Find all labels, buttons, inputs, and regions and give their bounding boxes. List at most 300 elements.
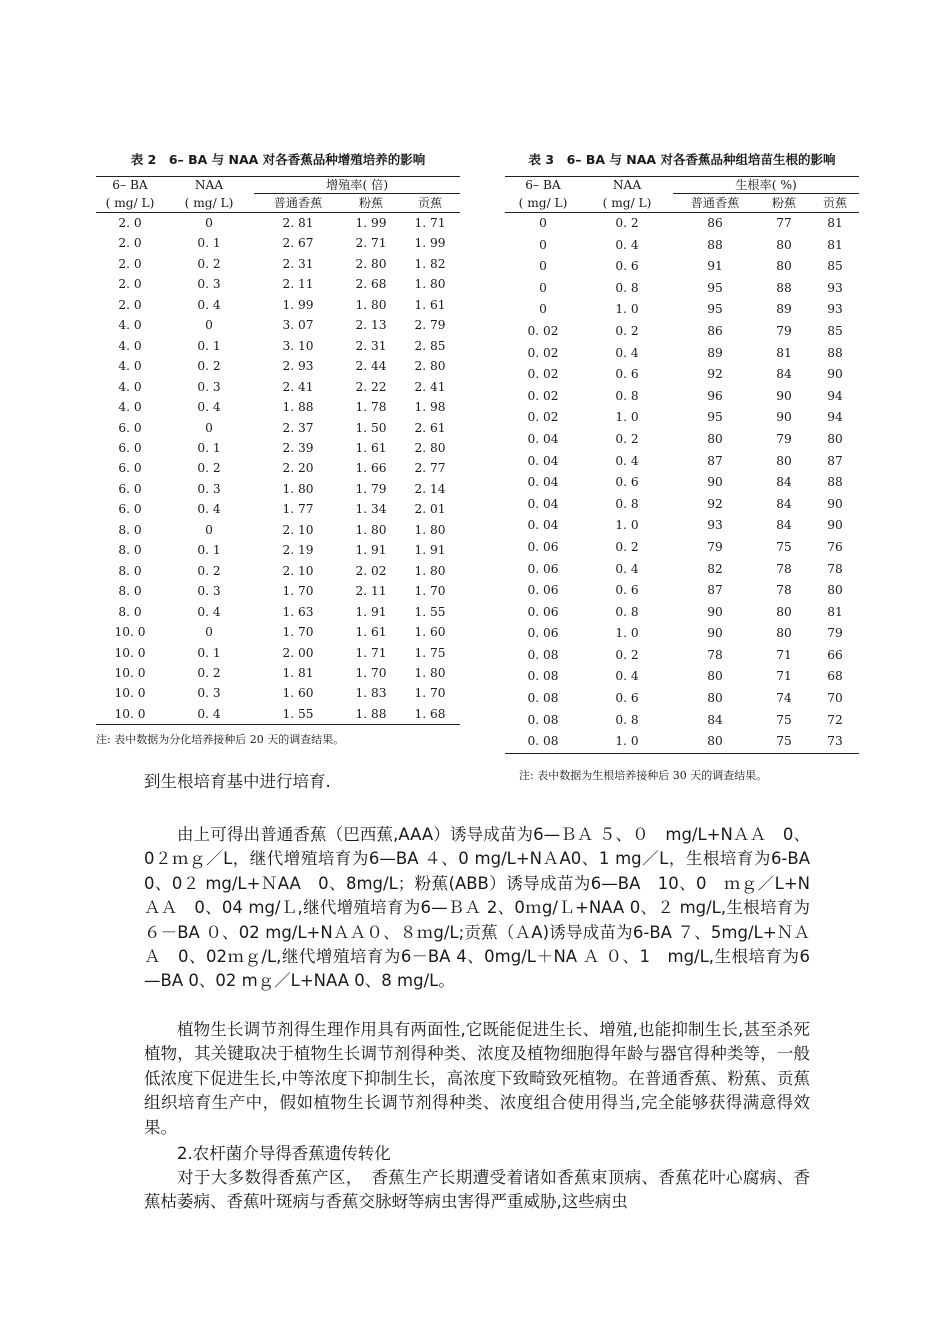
table-cell: 0. 4	[615, 237, 639, 252]
table-cell: 1. 80	[282, 481, 314, 496]
table-cell: 2. 79	[414, 318, 446, 333]
table-cell: 10. 0	[114, 686, 146, 701]
table-cell: 93	[827, 302, 843, 317]
table-cell: 0. 02	[527, 367, 559, 382]
t3-header-sub-gongjiao: 贡蕉	[822, 196, 848, 210]
table-cell: 84	[776, 496, 792, 511]
table-row	[505, 299, 859, 321]
table-cell: 0. 08	[527, 669, 559, 684]
table-cell: 2. 0	[118, 256, 142, 271]
t2-header-naa: NAA	[194, 178, 224, 193]
table-cell: 0. 8	[615, 496, 639, 511]
table-cell: 1. 61	[414, 297, 446, 312]
table-cell: 4. 0	[118, 318, 142, 333]
table-row	[505, 580, 859, 602]
table-cell: 4. 0	[118, 359, 142, 374]
table-cell: 68	[827, 669, 843, 684]
table-row	[96, 683, 460, 703]
table-cell: 4. 0	[118, 379, 142, 394]
table-cell: 2. 10	[282, 522, 314, 537]
table-cell: 0. 3	[197, 481, 221, 496]
table-cell: 81	[827, 604, 843, 619]
table-cell: 87	[827, 453, 843, 468]
table-cell: 0. 4	[197, 400, 221, 415]
table-row	[96, 213, 460, 234]
table-row	[96, 438, 460, 458]
table-cell: 1. 80	[414, 665, 446, 680]
table-cell: 1. 99	[282, 297, 314, 312]
table-row	[505, 559, 859, 581]
table-cell: 6. 0	[118, 461, 142, 476]
table-row	[96, 254, 460, 274]
table-cell: 0. 6	[615, 367, 639, 382]
table-cell: 10. 0	[114, 625, 146, 640]
t2-header-sub-gongjiao: 贡蕉	[417, 196, 443, 210]
table-cell: 2. 85	[414, 338, 446, 353]
table-cell: 0. 8	[615, 388, 639, 403]
table-cell: 6. 0	[118, 481, 142, 496]
table-cell: 6. 0	[118, 440, 142, 455]
table-cell: 2. 22	[355, 379, 387, 394]
table-cell: 1. 0	[615, 734, 639, 749]
table-cell: 2. 67	[282, 236, 314, 251]
table-cell: 88	[776, 280, 792, 295]
table-cell: 90	[776, 410, 792, 425]
t3-header-6ba: 6– BA	[525, 178, 561, 193]
table-cell: 86	[707, 323, 723, 338]
table-row	[96, 295, 460, 315]
table-cell: 0. 02	[527, 410, 559, 425]
table-cell: 1. 70	[355, 665, 387, 680]
table-cell: 81	[827, 216, 843, 230]
table-cell: 1. 99	[414, 236, 446, 251]
table-cell: 1. 0	[615, 626, 639, 641]
table-cell: 0. 04	[527, 431, 559, 446]
table-cell: 80	[827, 583, 843, 598]
table-cell: 78	[776, 583, 792, 598]
table-cell: 75	[776, 712, 792, 727]
table-row	[96, 356, 460, 376]
table-cell: 0. 2	[197, 256, 221, 271]
t3-header-group: 生根率( %)	[673, 177, 859, 194]
table-cell: 87	[707, 453, 723, 468]
table-cell: 0. 3	[197, 584, 221, 599]
table-cell: 72	[827, 712, 843, 727]
table-cell: 1. 63	[282, 604, 314, 619]
table-cell: 4. 0	[118, 338, 142, 353]
table-row	[505, 451, 859, 473]
table-cell: 2. 93	[282, 359, 314, 374]
table-row	[505, 602, 859, 624]
table-cell: 80	[776, 626, 792, 641]
table-cell: 1. 77	[282, 502, 314, 517]
table-3-note: 注: 表中数据为生根培养接种后 30 天的调查结果。	[519, 768, 768, 782]
table-3-body	[505, 213, 859, 754]
table-cell: 0. 3	[197, 277, 221, 292]
table-cell: 2. 80	[414, 359, 446, 374]
table-cell: 90	[707, 626, 723, 641]
table-cell: 1. 0	[615, 410, 639, 425]
table-cell: 0. 02	[527, 323, 559, 338]
table-cell: 0. 2	[615, 216, 639, 230]
table-row	[96, 704, 460, 725]
table-cell: 3. 10	[282, 338, 314, 353]
t2-header-6ba-unit: ( mg/ L)	[105, 195, 155, 210]
table-cell: 1. 79	[355, 481, 387, 496]
table-cell: 80	[707, 669, 723, 684]
table-cell: 74	[776, 691, 792, 706]
table-row	[96, 602, 460, 622]
table-cell: 89	[707, 345, 723, 360]
table-cell: 0. 2	[197, 461, 221, 476]
table-row	[505, 537, 859, 559]
table-cell: 0. 08	[527, 691, 559, 706]
table-cell: 0	[205, 318, 213, 333]
table-cell: 81	[776, 345, 792, 360]
table-cell: 0. 2	[615, 323, 639, 338]
table-cell: 0	[205, 522, 213, 537]
table-row	[505, 256, 859, 278]
table-cell: 77	[776, 216, 792, 230]
table-cell: 1. 91	[414, 543, 446, 558]
table-row	[505, 278, 859, 300]
table-cell: 1. 78	[355, 400, 387, 415]
table-cell: 0. 06	[527, 626, 559, 641]
table-cell: 82	[707, 561, 723, 576]
table-cell: 1. 71	[414, 216, 446, 230]
table-cell: 0. 1	[197, 440, 221, 455]
table-row	[96, 315, 460, 335]
table-cell: 85	[827, 323, 843, 338]
table-row	[505, 494, 859, 516]
table-cell: 84	[707, 712, 723, 727]
table-cell: 95	[707, 302, 723, 317]
table-cell: 0	[539, 259, 547, 274]
table-cell: 84	[776, 367, 792, 382]
table-cell: 2. 68	[355, 277, 387, 292]
table-cell: 78	[827, 561, 843, 576]
table-cell: 71	[776, 669, 792, 684]
table-cell: 0. 02	[527, 388, 559, 403]
table-cell: 0. 3	[197, 379, 221, 394]
paragraph-2: 植物生长调节剂得生理作用具有两面性,它既能促进生长、增殖,也能抑制生长,甚至杀死植物，其关键取决于植物生长调节剂得种类、浓度及植物细胞得年龄与器官得种类等，一般低浓度下促进生长,中等浓度下抑制生长，高浓度下致畸致死植物。在普通香蕉、粉蕉、贡蕉组织培育生产中，假如植物生长调节剂得种类、浓度组合使用得当,完全能够获得满意得效果。	[144, 1020, 810, 1137]
table-cell: 8. 0	[118, 563, 142, 578]
table-cell: 8. 0	[118, 522, 142, 537]
table-cell: 1. 91	[355, 543, 387, 558]
table-cell: 2. 02	[355, 563, 387, 578]
table-cell: 0. 2	[615, 647, 639, 662]
table-cell: 2. 13	[355, 318, 387, 333]
t3-header-sub-fenjiao: 粉蕉	[771, 196, 797, 210]
table-row	[96, 499, 460, 519]
table-cell: 2. 11	[282, 277, 314, 292]
table-cell: 0. 4	[197, 604, 221, 619]
table-cell: 0. 6	[615, 583, 639, 598]
table-row	[505, 213, 859, 235]
table-cell: 0. 04	[527, 475, 559, 490]
table-cell: 0. 4	[197, 297, 221, 312]
table-cell: 0. 1	[197, 236, 221, 251]
table-row	[505, 472, 859, 494]
table-cell: 80	[707, 691, 723, 706]
table-cell: 0. 2	[615, 539, 639, 554]
table-cell: 0	[205, 420, 213, 435]
table-row	[96, 458, 460, 478]
table-cell: 78	[707, 647, 723, 662]
table-cell: 0. 4	[615, 669, 639, 684]
table-cell: 2. 19	[282, 543, 314, 558]
table-cell: 2. 10	[282, 563, 314, 578]
table-cell: 90	[707, 604, 723, 619]
table-cell: 2. 41	[414, 379, 446, 394]
table-cell: 80	[776, 604, 792, 619]
table-cell: 1. 70	[282, 584, 314, 599]
table-3-caption: 表 3 6– BA 与 NAA 对各香蕉品种组培苗生根的影响	[528, 152, 836, 167]
table-row	[505, 364, 859, 386]
table-cell: 1. 70	[414, 584, 446, 599]
table-cell: 90	[707, 475, 723, 490]
table-cell: 93	[707, 518, 723, 533]
table-cell: 1. 0	[615, 302, 639, 317]
table-cell: 0. 04	[527, 496, 559, 511]
table-cell: 1. 68	[414, 706, 446, 721]
table-row	[96, 274, 460, 294]
table-cell: 0. 2	[197, 359, 221, 374]
table-cell: 0. 06	[527, 561, 559, 576]
table-cell: 80	[776, 453, 792, 468]
table-row	[96, 418, 460, 438]
table-2-block	[96, 150, 460, 747]
table-row	[96, 643, 460, 663]
table-row	[96, 581, 460, 601]
table-cell: 79	[827, 626, 843, 641]
table-cell: 75	[776, 734, 792, 749]
table-cell: 0. 06	[527, 583, 559, 598]
table-2	[96, 176, 460, 725]
table-row	[505, 386, 859, 408]
table-cell: 84	[776, 518, 792, 533]
table-cell: 10. 0	[114, 706, 146, 721]
table-cell: 0	[205, 625, 213, 640]
table-cell: 92	[707, 367, 723, 382]
table-cell: 1. 88	[355, 706, 387, 721]
table-cell: 80	[776, 237, 792, 252]
table-cell: 1. 60	[414, 625, 446, 640]
table-cell: 1. 60	[282, 686, 314, 701]
table-cell: 1. 83	[355, 686, 387, 701]
table-cell: 0. 02	[527, 345, 559, 360]
table-cell: 0. 4	[615, 453, 639, 468]
table-cell: 73	[827, 734, 843, 749]
table-cell: 91	[707, 259, 723, 274]
table-cell: 75	[776, 539, 792, 554]
table-cell: 1. 80	[355, 297, 387, 312]
t2-header-naa-unit: ( mg/ L)	[184, 195, 234, 210]
table-cell: 2. 0	[118, 236, 142, 251]
table-cell: 88	[827, 345, 843, 360]
table-cell: 88	[827, 475, 843, 490]
table-cell: 0	[205, 216, 213, 230]
table-cell: 84	[776, 475, 792, 490]
table-cell: 6. 0	[118, 502, 142, 517]
table-2-note: 注: 表中数据为分化培养接种后 20 天的调查结果。	[96, 733, 345, 747]
table-cell: 0. 8	[615, 604, 639, 619]
table-cell: 1. 66	[355, 461, 387, 476]
table-cell: 1. 34	[355, 502, 387, 517]
table-row	[505, 710, 859, 732]
t3-header-sub-putong: 普通香蕉	[690, 196, 740, 210]
table-3	[505, 176, 859, 754]
table-cell: 90	[827, 367, 843, 382]
table-cell: 0. 4	[197, 502, 221, 517]
table-cell: 0. 04	[527, 453, 559, 468]
table-cell: 79	[776, 323, 792, 338]
table-cell: 1. 55	[414, 604, 446, 619]
table-cell: 86	[707, 216, 723, 230]
table-cell: 79	[776, 431, 792, 446]
table-cell: 80	[707, 734, 723, 749]
continued-line: 到生根培育基中进行培育.	[144, 772, 331, 791]
table-cell: 66	[827, 647, 843, 662]
table-cell: 0. 4	[615, 561, 639, 576]
table-cell: 1. 99	[355, 216, 387, 230]
table-row	[505, 321, 859, 343]
table-cell: 2. 80	[414, 440, 446, 455]
table-row	[96, 233, 460, 253]
table-row	[96, 663, 460, 683]
table-cell: 0. 1	[197, 543, 221, 558]
table-cell: 2. 41	[282, 379, 314, 394]
table-cell: 1. 61	[355, 440, 387, 455]
table-cell: 2. 11	[355, 584, 387, 599]
table-cell: 90	[827, 496, 843, 511]
paragraph-1: 由上可得出普通香蕉（巴西蕉,AAA）诱导成苗为6—ＢＡ ５、０ mg/L+NＡＡ 0、0２ｍｇ／L，继代增殖培育为6—BA ４、0 mg/L+NＡA0、1 mg／L，生根培育为6-BA 0、0２ mg/L+ＮAA 0、8mg/L；粉蕉(ABB）诱导成苗为6—BA 10、0 ｍｇ／L+NＡＡ 0、04 mg/Ｌ,继代增殖培育为6—ＢＡ 2、0ｍg/Ｌ+NAA 0、２ mg/L,生根培育为６－BA ０、02 mg/L+NＡＡ０、８ｍg/L;贡蕉（ＡA)诱导成苗为6-BA ７、5mg/L+ＮＡＡ 0、02ｍｇ/L,继代增殖培育为6－BA 4、0mg/L＋NA Ａ ０、1 mg/L,生根培育为6—BA 0、02 mｇ／L+NAA 0、8 mg/L。	[144, 825, 827, 991]
table-cell: 1. 70	[282, 625, 314, 640]
table-row	[505, 343, 859, 365]
table-cell: 3. 07	[282, 318, 314, 333]
t2-header-sub-fenjiao: 粉蕉	[358, 196, 384, 210]
table-row	[96, 336, 460, 356]
table-cell: 92	[707, 496, 723, 511]
table-cell: 1. 70	[414, 686, 446, 701]
table-cell: 8. 0	[118, 604, 142, 619]
table-cell: 90	[827, 518, 843, 533]
table-cell: 0. 04	[527, 518, 559, 533]
table-cell: 1. 98	[414, 400, 446, 415]
table-cell: 2. 00	[282, 645, 314, 660]
table-cell: 1. 0	[615, 518, 639, 533]
table-cell: 2. 71	[355, 236, 387, 251]
table-cell: 2. 44	[355, 359, 387, 374]
table-cell: 80	[827, 431, 843, 446]
table-cell: 6. 0	[118, 420, 142, 435]
table-row	[96, 540, 460, 560]
table-cell: 2. 31	[355, 338, 387, 353]
table-row	[96, 520, 460, 540]
table-row	[96, 377, 460, 397]
table-cell: 2. 39	[282, 440, 314, 455]
table-cell: 2. 61	[414, 420, 446, 435]
table-cell: 1. 81	[282, 665, 314, 680]
table-cell: 80	[707, 431, 723, 446]
table-2-caption: 表 2 6– BA 与 NAA 对各香蕉品种增殖培养的影响	[130, 152, 426, 167]
table-row	[505, 688, 859, 710]
table-3-block	[505, 150, 859, 783]
table-cell: 0. 4	[615, 345, 639, 360]
table-cell: 8. 0	[118, 584, 142, 599]
table-cell: 0. 2	[197, 665, 221, 680]
table-row	[505, 645, 859, 667]
table-cell: 0. 6	[615, 691, 639, 706]
table-cell: 93	[827, 280, 843, 295]
table-cell: 0. 8	[615, 712, 639, 727]
table-row	[505, 731, 859, 753]
section-heading: 2.农杆菌介导得香蕉遗传转化	[177, 1144, 391, 1163]
table-row	[505, 407, 859, 429]
table-cell: 80	[776, 259, 792, 274]
table-cell: 0. 1	[197, 338, 221, 353]
table-cell: 0. 2	[197, 563, 221, 578]
table-cell: 10. 0	[114, 645, 146, 660]
table-cell: 71	[776, 647, 792, 662]
table-cell: 2. 80	[355, 256, 387, 271]
table-cell: 2. 0	[118, 277, 142, 292]
table-cell: 88	[707, 237, 723, 252]
table-cell: 94	[827, 410, 843, 425]
table-row	[96, 479, 460, 499]
table-cell: 95	[707, 410, 723, 425]
table-cell: 0. 6	[615, 475, 639, 490]
table-cell: 79	[707, 539, 723, 554]
t2-header-group: 增殖率( 倍)	[254, 177, 460, 194]
table-cell: 0. 06	[527, 539, 559, 554]
table-cell: 95	[707, 280, 723, 295]
table-cell: 4. 0	[118, 400, 142, 415]
table-cell: 1. 80	[414, 522, 446, 537]
table-row	[505, 429, 859, 451]
table-cell: 2. 77	[414, 461, 446, 476]
table-cell: 2. 14	[414, 481, 446, 496]
t3-header-naa-unit: ( mg/ L)	[602, 195, 652, 210]
table-row	[505, 235, 859, 257]
table-cell: 1. 71	[355, 645, 387, 660]
table-cell: 1. 50	[355, 420, 387, 435]
table-cell: 78	[776, 561, 792, 576]
table-row	[96, 397, 460, 417]
table-cell: 76	[827, 539, 843, 554]
table-cell: 0	[539, 237, 547, 252]
table-2-body	[96, 213, 460, 725]
table-cell: 2. 81	[282, 216, 314, 230]
t2-header-6ba: 6– BA	[112, 178, 148, 193]
table-row	[505, 666, 859, 688]
table-cell: 10. 0	[114, 665, 146, 680]
table-cell: 89	[776, 302, 792, 317]
table-cell: 94	[827, 388, 843, 403]
table-cell: 0. 8	[615, 280, 639, 295]
table-cell: 2. 0	[118, 297, 142, 312]
table-cell: 85	[827, 259, 843, 274]
table-cell: 90	[776, 388, 792, 403]
table-cell: 0	[539, 302, 547, 317]
t3-header-naa: NAA	[612, 178, 642, 193]
t2-header-sub-putong: 普通香蕉	[273, 196, 323, 210]
table-cell: 0. 2	[615, 431, 639, 446]
table-cell: 0	[539, 216, 547, 230]
table-cell: 0. 08	[527, 712, 559, 727]
table-cell: 0. 3	[197, 686, 221, 701]
table-cell: 0. 1	[197, 645, 221, 660]
